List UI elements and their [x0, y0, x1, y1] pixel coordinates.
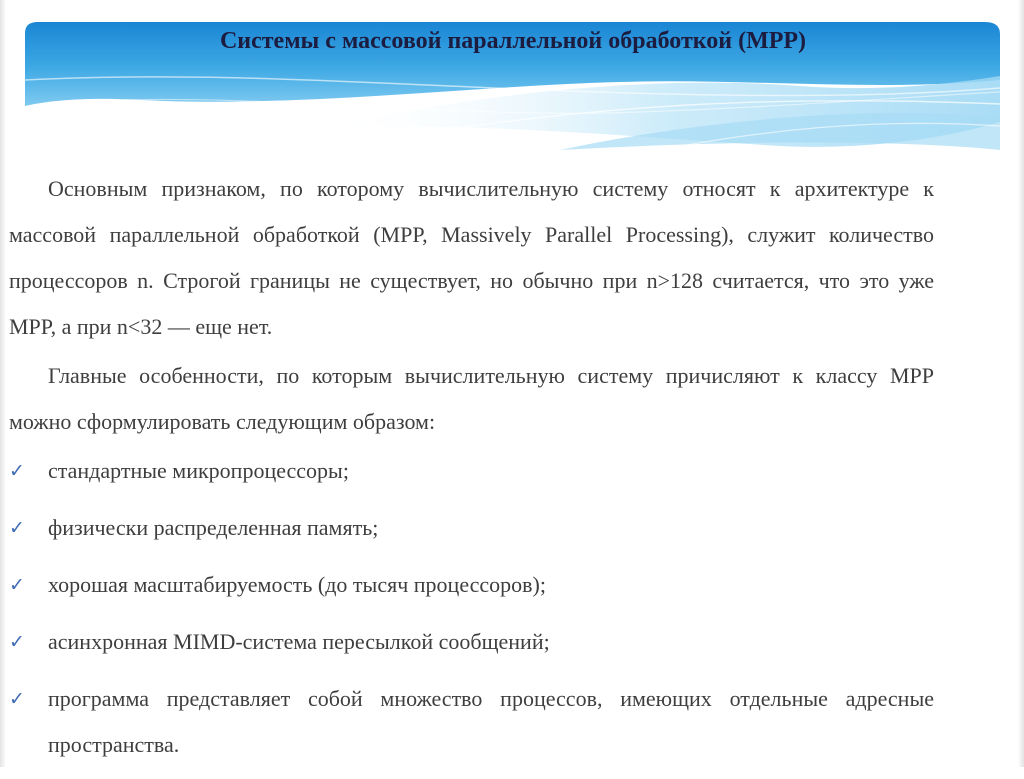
slide-body: [9, 166, 934, 779]
list-item: [9, 505, 934, 551]
list-item: [9, 619, 934, 665]
list-item: [9, 676, 934, 768]
list-item: [9, 562, 934, 608]
list-item-text: асинхронная MIMD-система пересылкой сообщений;: [48, 629, 550, 654]
intro-paragraph: Основным признаком, по которому вычислительную систему относят к архитектуре к массовой параллельной обработкой (MPP, Massively Parallel Processing), служит количество процессоров n. Строгой границы не существует, но обычно при n>128 считается, что это уже MPP, а при n<32 — еще нет.: [9, 176, 934, 339]
title-banner: [0, 0, 1024, 190]
list-item: [9, 448, 934, 494]
features-lead-paragraph: Главные особенности, по которым вычислительную систему причисляют к классу MPP можно сформулировать следующим образом:: [9, 363, 934, 434]
checkmark-icon: ✓: [9, 460, 25, 482]
slide-title: Системы с массовой параллельной обработкой (MPP): [219, 28, 807, 54]
features-list: [9, 448, 934, 768]
checkmark-icon: ✓: [9, 688, 25, 710]
checkmark-icon: ✓: [9, 517, 25, 539]
list-item-text: физически распределенная память;: [48, 515, 379, 540]
checkmark-icon: ✓: [9, 574, 25, 596]
list-item-text: стандартные микропроцессоры;: [48, 458, 349, 483]
list-item-text: программа представляет собой множество процессов, имеющих отдельные адресные пространства.: [48, 686, 934, 757]
checkmark-icon: ✓: [9, 631, 25, 653]
list-item-text: хорошая масштабируемость (до тысяч процессоров);: [48, 572, 546, 597]
